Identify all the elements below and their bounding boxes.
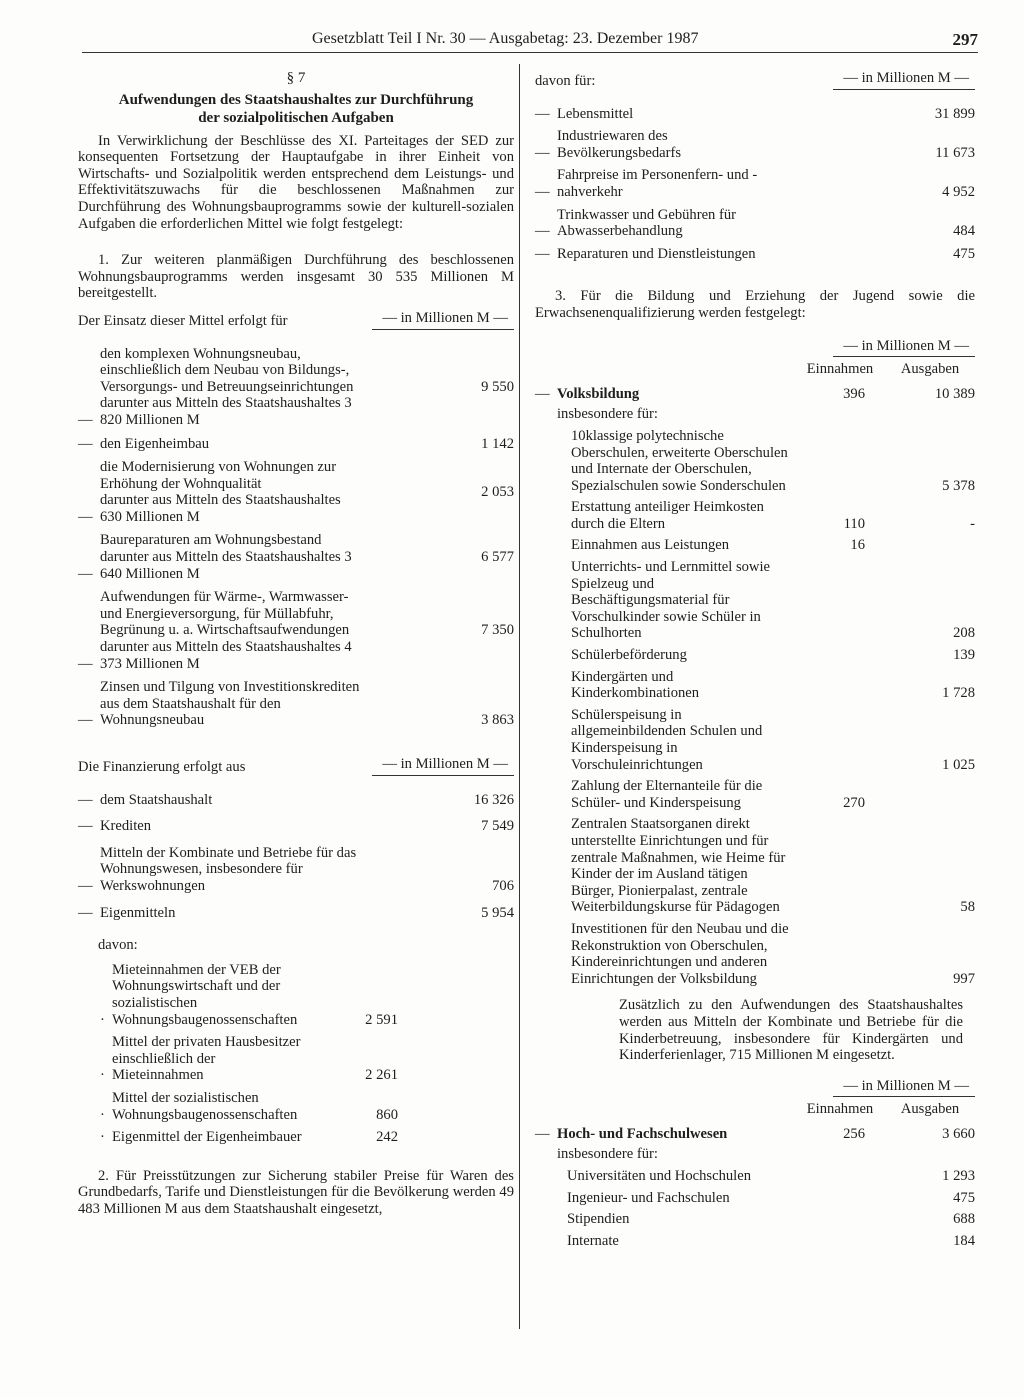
- hoch-item: [535, 1233, 975, 1250]
- volks-item-label: Kindergärten und Kinderkombinationen: [571, 668, 700, 702]
- preis-item: [535, 246, 975, 263]
- preis-item-label: Lebensmittel: [557, 105, 634, 122]
- hoch-list: [535, 1168, 975, 1249]
- preis-item: [535, 207, 975, 240]
- volks-item-ausgaben: 1 025: [942, 756, 975, 773]
- hochschulwesen-row: — Hoch- und Fachschulwesen 256 3 660: [535, 1125, 975, 1142]
- dash-marker: —: [535, 105, 550, 122]
- hoch-item-label: Stipendien: [567, 1211, 630, 1228]
- gazette-title: Gesetzblatt Teil I Nr. 30 — Ausgabetag: 23. Dezember 1987: [312, 30, 699, 47]
- dash-marker: —: [78, 791, 93, 808]
- davon-label: davon:: [98, 937, 138, 954]
- davon-fuer-label: davon für:: [535, 73, 596, 89]
- davon-item-label: Eigenmittel der Eigenheimbauer: [112, 1129, 302, 1146]
- volks-item-ausgaben: 208: [953, 625, 975, 642]
- hoch-item-ausgaben: 475: [953, 1189, 975, 1206]
- preis-item-amount: 484: [953, 223, 975, 240]
- einsatz-item: [78, 436, 514, 453]
- finanz-item-amount: 706: [492, 877, 514, 894]
- unit-label: — in Millionen M —: [833, 1078, 975, 1098]
- finanz-item-amount: 5 954: [481, 904, 514, 921]
- davon-item-amount: 860: [376, 1106, 398, 1123]
- finanz-list: [78, 792, 514, 922]
- volks-item-label: Unterrichts- und Lernmittel sowie Spielzeug und Beschäftigungsmaterial für Vorschulkinder sowie Schüler in Schulhorten: [571, 559, 770, 642]
- davon-item-label: Mittel der privaten Hausbesitzer einschließlich der Mieteinnahmen: [112, 1034, 301, 1084]
- preis-item: [535, 106, 975, 123]
- volks-item-label: Zentralen Staatsorganen direkt unterstellte Einrichtungen und für zentrale Maßnahmen, wie Heime für Kinder der im Ausland tätigen Bürger, Pionierpalast, zentrale Weiterbildungskurse für Pädagogen: [571, 816, 786, 916]
- hoch-item: [535, 1211, 975, 1228]
- einsatz-list: [78, 346, 514, 729]
- preis-item-label: Trinkwasser und Gebühren für Abwasserbehandlung: [557, 206, 737, 240]
- einsatz-item-amount: 1 142: [481, 435, 514, 452]
- volks-item: [535, 647, 975, 664]
- hochschulwesen-label: Hoch- und Fachschulwesen: [557, 1125, 728, 1142]
- finanz-item-label: Krediten: [100, 818, 152, 835]
- einsatz-item-text: [100, 459, 444, 525]
- einsatz-item-text: [100, 679, 444, 729]
- preis-item-amount: 11 673: [935, 144, 975, 161]
- einsatz-item-label: die Modernisierung von Wohnungen zur Erhöhung der Wohnqualität: [100, 459, 337, 492]
- dash-marker: —: [78, 508, 93, 525]
- bullet-marker: ·: [100, 1106, 105, 1123]
- einsatz-item: [78, 346, 514, 429]
- column-headers-hoch: [535, 1101, 975, 1118]
- unit-header-hoch: [535, 1078, 975, 1098]
- einsatz-item-text: [100, 346, 444, 429]
- davon-item-amount: 242: [376, 1129, 398, 1146]
- unit-label: — in Millionen M —: [372, 310, 514, 330]
- ausgaben-header: Ausgaben: [900, 1101, 960, 1118]
- einsatz-item-text: [100, 589, 444, 672]
- finanz-item: [78, 792, 514, 809]
- hoch-item: [535, 1190, 975, 1207]
- finanz-item: [78, 818, 514, 835]
- hoch-item-label: Internate: [567, 1232, 619, 1249]
- finanz-header: [78, 756, 514, 776]
- preis-item-label: Reparaturen und Dienstleistungen: [557, 245, 756, 262]
- volksbildung-label: Volksbildung: [557, 385, 640, 402]
- einsatz-item: [78, 679, 514, 729]
- column-headers-volks: [535, 361, 975, 378]
- insbesondere-label: insbesondere für:: [557, 406, 658, 423]
- davon-item-amount: 2 261: [365, 1067, 398, 1084]
- bullet-marker: ·: [100, 1067, 105, 1084]
- einsatz-item-text: [100, 436, 444, 453]
- einnahmen-header: Einnahmen: [806, 361, 874, 378]
- volks-item-einnahmen: 110: [843, 515, 865, 532]
- ausgaben-header: Ausgaben: [900, 361, 960, 378]
- einsatz-item-sub: darunter aus Mitteln des Staatshaushaltes 630 Millionen M: [100, 492, 341, 525]
- dash-marker: —: [78, 655, 93, 672]
- volks-item-ausgaben: 58: [960, 899, 975, 916]
- hochschulwesen-ausgaben: 3 660: [942, 1125, 975, 1142]
- section-title-line-1: Aufwendungen des Staatshaushaltes zur Durchführung: [118, 91, 474, 108]
- unit-header-volks: [535, 338, 975, 358]
- davon-item: [100, 1090, 514, 1123]
- unit-label: — in Millionen M —: [833, 338, 975, 358]
- volks-item: [535, 428, 975, 494]
- hoch-item-label: Universitäten und Hochschulen: [567, 1168, 751, 1185]
- volks-item-ausgaben: -: [970, 515, 975, 532]
- einsatz-item-label: Aufwendungen für Wärme-, Warmwasser- und Energieversorgung, für Müllabfuhr, Begrünung u. a. Wirtschaftsaufwendungen: [100, 589, 350, 639]
- einsatz-item-sub: darunter aus Mitteln des Staatshaushaltes 3 820 Millionen M: [100, 395, 352, 428]
- einsatz-item-sub: darunter aus Mitteln des Staatshaushaltes 4 373 Millionen M: [100, 639, 352, 672]
- dash-marker: —: [535, 183, 550, 200]
- unit-label: — in Millionen M —: [372, 756, 514, 776]
- paragraph-2: 2. Für Preisstützungen zur Sicherung stabiler Preise für Waren des Grundbedarfs, Tarife und Dienstleistungen für die Bevölkerung werden 49 483 Millionen M aus dem Staatshaushalt eingesetzt,: [78, 1167, 514, 1217]
- volks-item-label: Zahlung der Elternanteile für die Schüler- und Kinderspeisung: [571, 778, 763, 811]
- volks-item-ausgaben: 139: [953, 647, 975, 664]
- einsatz-item: [78, 589, 514, 672]
- header-rule: [82, 52, 978, 53]
- einsatz-item-label: den Eigenheimbau: [100, 435, 210, 452]
- finanz-item-label: Mitteln der Kombinate und Betriebe für das Wohnungswesen, insbesondere für Werkswohnungen: [100, 844, 357, 894]
- unit-label: — in Millionen M —: [833, 70, 975, 90]
- volks-item: [535, 921, 975, 987]
- hochschulwesen-einnahmen: 256: [843, 1125, 865, 1142]
- hoch-item-label: Ingenieur- und Fachschulen: [567, 1189, 730, 1206]
- davon-list: [78, 962, 514, 1146]
- finanz-item: [78, 905, 514, 922]
- page-header: [82, 30, 978, 52]
- hoch-item: [535, 1168, 975, 1185]
- finanz-item-label: dem Staatshaushalt: [100, 791, 213, 808]
- einsatz-item-amount: 7 350: [481, 622, 514, 639]
- volks-list: [535, 428, 975, 987]
- einsatz-item-text: [100, 532, 444, 582]
- volks-item-label: Schülerspeisung in allgemeinbildenden Schulen und Kinderspeisung in Vorschuleinrichtungen: [571, 706, 763, 773]
- dash-marker: —: [78, 435, 93, 452]
- paragraph-3: 3. Für die Bildung und Erziehung der Jugend sowie die Erwachsenenqualifizierung werden festgelegt:: [535, 288, 975, 321]
- dash-marker: —: [535, 144, 550, 161]
- dash-marker: —: [78, 904, 93, 921]
- volks-item-label: Schülerbeförderung: [571, 647, 687, 664]
- preis-list: [535, 106, 975, 263]
- volks-item-label: Erstattung anteiliger Heimkosten durch die Eltern: [571, 499, 764, 532]
- finanz-item-label: Eigenmitteln: [100, 904, 176, 921]
- left-column: [78, 70, 514, 1217]
- preis-item-amount: 4 952: [942, 183, 975, 200]
- dash-marker: —: [78, 818, 93, 835]
- preis-item-amount: 31 899: [934, 105, 975, 122]
- page-number: 297: [952, 30, 978, 49]
- einsatz-item-amount: 2 053: [481, 483, 514, 500]
- dash-marker: —: [535, 223, 550, 240]
- volks-item-label: Einnahmen aus Leistungen: [571, 537, 730, 554]
- einsatz-item-label: Zinsen und Tilgung von Investitionskrediten aus dem Staatshaushalt für den Wohnungsneubau: [100, 679, 360, 729]
- volks-item-einnahmen: 16: [850, 537, 865, 554]
- note-paragraph: Zusätzlich zu den Aufwendungen des Staatshaushaltes werden aus Mitteln der Kombinate und Betriebe für die Kinderbetreuung, insbesondere für Kindergärten und Kinderferienlager, 715 Millionen M eingesetzt.: [619, 997, 963, 1064]
- einsatz-item-amount: 3 863: [481, 712, 514, 729]
- volks-item-ausgaben: 5 378: [942, 477, 975, 494]
- einsatz-label: Der Einsatz dieser Mittel erfolgt für: [78, 312, 288, 329]
- volksbildung-row: — Volksbildung 396 10 389: [535, 385, 975, 402]
- einsatz-item-amount: 9 550: [481, 378, 514, 395]
- einsatz-item: [78, 459, 514, 525]
- einsatz-item-amount: 6 577: [481, 549, 514, 566]
- volksbildung-einnahmen: 396: [843, 385, 865, 402]
- dash-marker: —: [535, 245, 550, 262]
- preis-item: [535, 167, 975, 200]
- einsatz-item: [78, 532, 514, 582]
- preis-header: [535, 70, 975, 90]
- section-number: § 7: [286, 70, 306, 86]
- finanz-label: Die Finanzierung erfolgt aus: [78, 759, 246, 775]
- dash-marker: —: [78, 565, 93, 582]
- preis-item-amount: 475: [953, 245, 975, 262]
- volks-item: [535, 537, 975, 554]
- volks-item-label: Investitionen für den Neubau und die Rekonstruktion von Oberschulen, Kindereinrichtungen und anderen Einrichtungen der Volksbildung: [571, 920, 789, 987]
- davon-item-amount: 2 591: [365, 1011, 398, 1028]
- volks-item-ausgaben: 997: [953, 970, 975, 987]
- section-title-line-2: der sozialpolitischen Aufgaben: [198, 109, 394, 126]
- volks-item: [535, 778, 975, 811]
- finanz-item-amount: 16 326: [473, 791, 514, 808]
- volks-item-ausgaben: 1 728: [942, 685, 975, 702]
- einsatz-item-sub: darunter aus Mitteln des Staatshaushaltes 3 640 Millionen M: [100, 549, 352, 582]
- volks-item: [535, 707, 975, 773]
- finanz-item: [78, 845, 514, 895]
- einnahmen-header: Einnahmen: [806, 1101, 874, 1118]
- davon-item: [100, 962, 514, 1028]
- davon-item: [100, 1129, 514, 1146]
- volks-item: [535, 559, 975, 642]
- finanz-item-amount: 7 549: [481, 818, 514, 835]
- davon-item-label: Mittel der sozialistischen Wohnungsbaugenossenschaften: [112, 1089, 298, 1123]
- dash-marker: —: [78, 712, 93, 729]
- preis-item: [535, 128, 975, 161]
- intro-paragraph: In Verwirklichung der Beschlüsse des XI. Parteitages der SED zur konsequenten Fortsetzung der Hauptaufgabe in ihrer Einheit von Wirtschafts- und Sozialpolitik werden entsprechend dem Leistungs- und Effektivitätszuwachs für die beschlossenen Maßnahmen zur Durchführung des Wohnungsbauprogramms sowie der kulturell-sozialen Aufgaben die erforderlichen Mittel wie folgt festgelegt:: [78, 132, 514, 232]
- einsatz-header: [78, 310, 514, 330]
- volks-item: [535, 816, 975, 916]
- volks-item: [535, 499, 975, 532]
- paragraph-1: 1. Zur weiteren planmäßigen Durchführung des beschlossenen Wohnungsbauprogramms werden insgesamt 30 535 Millionen M bereitgestellt.: [78, 252, 514, 302]
- preis-item-label: Fahrpreise im Personenfern- und -nahverkehr: [557, 167, 758, 200]
- volksbildung-ausgaben: 10 389: [934, 385, 975, 402]
- davon-item-label: Mieteinnahmen der VEB der Wohnungswirtschaft und der sozialistischen Wohnungsbaugenossenschaften: [112, 961, 298, 1028]
- bullet-marker: ·: [100, 1011, 105, 1028]
- dash-marker: —: [78, 877, 93, 894]
- davon-item: [100, 1034, 514, 1084]
- volks-item: [535, 669, 975, 702]
- preis-item-label: Industriewaren des Bevölkerungsbedarfs: [557, 128, 682, 161]
- hoch-item-ausgaben: 184: [953, 1232, 975, 1249]
- hoch-item-ausgaben: 688: [953, 1211, 975, 1228]
- dash-marker: —: [78, 411, 93, 428]
- volks-item-label: 10klassige polytechnische Oberschulen, erweiterte Oberschulen und Internate der Oberschulen, Spezialschulen sowie Sonderschulen: [571, 427, 788, 494]
- insbesondere-label: insbesondere für:: [557, 1146, 658, 1163]
- einsatz-item-label: Baureparaturen am Wohnungsbestand: [100, 532, 322, 549]
- column-divider: [519, 64, 520, 1329]
- bullet-marker: ·: [100, 1129, 105, 1146]
- hoch-item-ausgaben: 1 293: [942, 1168, 975, 1185]
- volks-item-einnahmen: 270: [843, 794, 865, 811]
- einsatz-item-label: den komplexen Wohnungsneubau, einschließlich dem Neubau von Bildungs-, Versorgungs- und Betreuungseinrichtungen: [100, 345, 354, 395]
- right-column: [535, 70, 975, 1249]
